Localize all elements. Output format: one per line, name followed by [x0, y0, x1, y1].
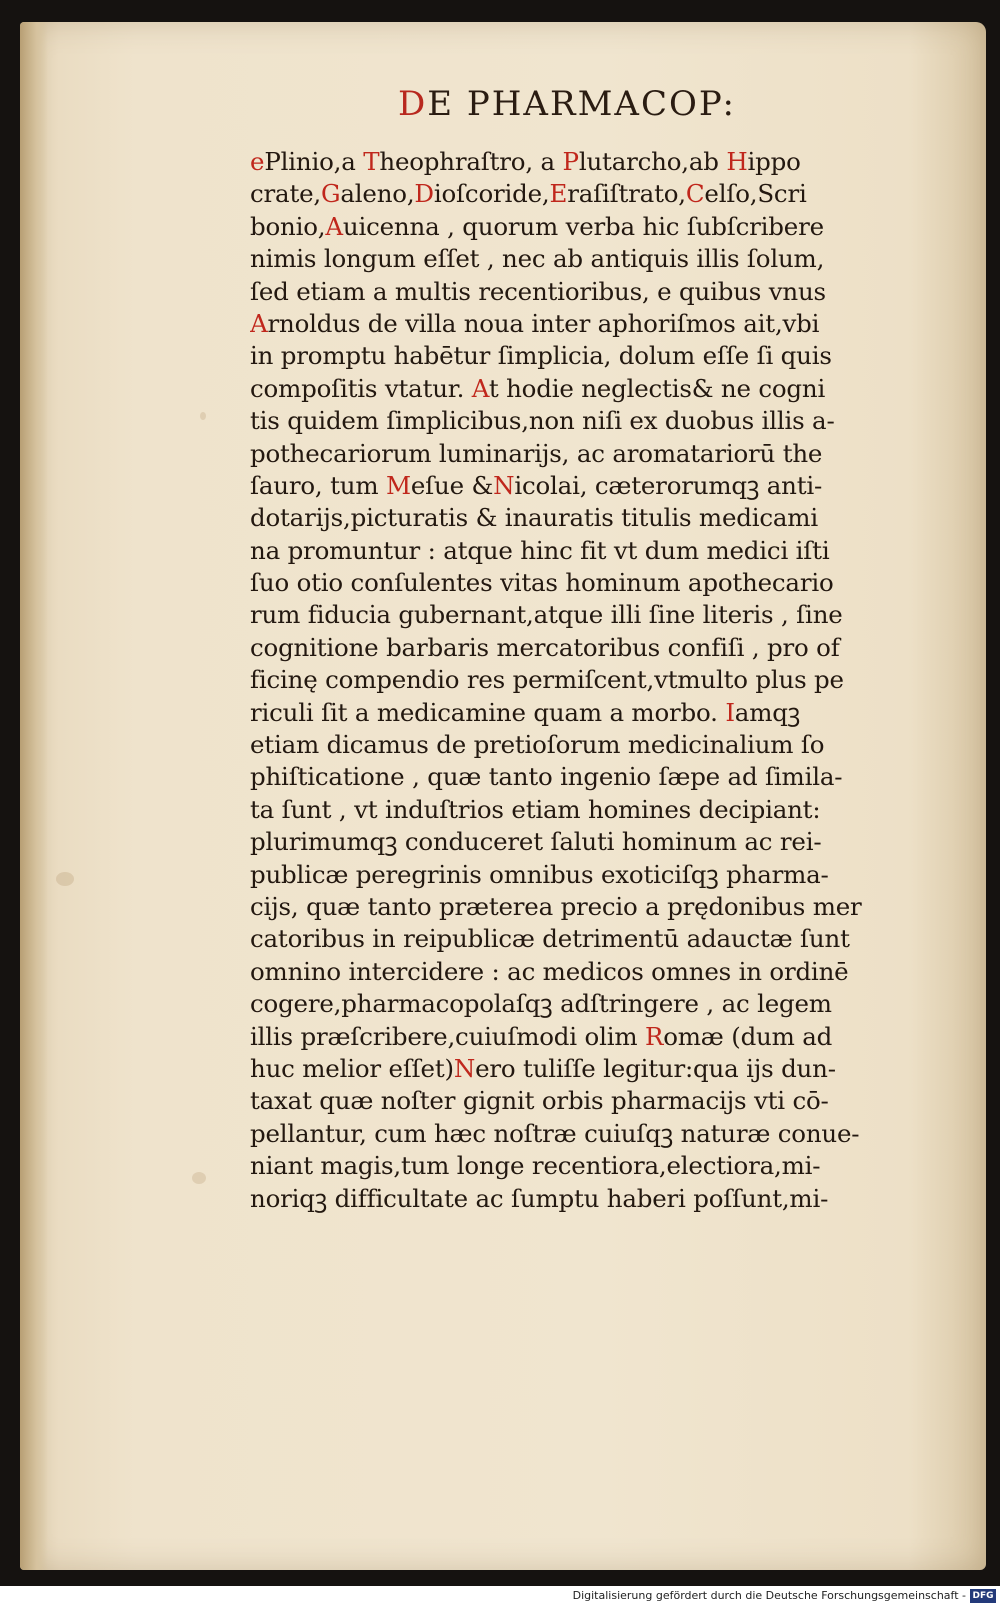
text-segment: na promuntur : atque hinc fit vt dum medici iſti [250, 535, 830, 565]
text-line [250, 1021, 936, 1053]
running-head-text: E PHARMACOP: [427, 84, 736, 124]
text-segment: catoribus in reipublicæ detrimentū adauctæ ſunt [250, 924, 850, 954]
text-line [250, 405, 936, 437]
text-segment: ſed etiam a multis recentioribus, e quibus vnus [250, 276, 826, 306]
text-line [250, 891, 936, 923]
text-segment: cijs, quæ tanto præterea precio a prędonibus mer [250, 891, 862, 921]
foxing-spot [192, 1172, 206, 1184]
rubricated-initial: E [549, 179, 568, 209]
text-line [250, 1085, 936, 1117]
text-line [250, 761, 936, 793]
text-line [250, 438, 936, 470]
text-segment: pellantur, cum hæc noſtræ cuiuſqꝫ naturæ conue- [250, 1118, 860, 1148]
page-edge [20, 22, 48, 1570]
text-segment: cogere,pharmacopolaſqꝫ adſtringere , ac legem [250, 989, 832, 1019]
text-segment: uicenna , quorum verba hic ſubſcribere [342, 211, 824, 241]
text-line [250, 373, 936, 405]
text-segment: ero tuliſſe legitur:qua ijs dun- [475, 1053, 836, 1083]
text-segment: lutarcho,ab [578, 147, 727, 176]
rubricated-initial: D [414, 179, 434, 209]
text-line [250, 988, 936, 1020]
rubricated-initial: G [320, 179, 341, 209]
text-segment: taxat quæ noſter gignit orbis pharmacijs vti cō- [250, 1086, 829, 1116]
text-segment: tis quidem ſimplicibus,non niſi ex duobus illis a- [250, 406, 835, 436]
text-line [250, 567, 936, 599]
text-segment: omnino intercidere : ac medicos omnes in ordinē [250, 956, 849, 986]
text-segment: rnoldus de villa noua inter aphoriſmos ait,vbi [267, 308, 820, 338]
text-line [250, 243, 936, 275]
text-segment: in promptu habētur ſimplicia, dolum eſſe ſi quis [250, 341, 832, 371]
footer-bar [0, 1586, 1000, 1607]
rubricated-initial: A [471, 373, 489, 403]
rubricated-initial: N [453, 1053, 476, 1083]
text-line [250, 956, 936, 988]
text-segment: pothecariorum luminarijs, ac aromatariorū the [250, 438, 823, 468]
text-segment: heophraſtro, a [379, 147, 563, 176]
text-line [250, 729, 936, 761]
rubricated-initial: I [725, 697, 735, 727]
text-segment: niant magis,tum longe recentiora,electiora,mi- [250, 1151, 821, 1181]
text-line [250, 1183, 936, 1215]
text-segment: plurimumqꝫ conduceret ſaluti hominum ac rei- [250, 827, 822, 857]
text-segment: huc melior eſſet) [250, 1053, 454, 1083]
text-line [250, 146, 936, 178]
text-line [250, 1118, 936, 1150]
text-segment: bonio, [250, 211, 326, 241]
text-segment: dotarijs,picturatis & inauratis titulis medicami [250, 503, 818, 533]
rubricated-initial: P [562, 147, 579, 176]
text-line [250, 697, 936, 729]
text-segment: ioſcoride, [433, 179, 550, 209]
body-text [250, 146, 936, 1215]
text-segment: compoſitis vtatur. [250, 373, 472, 403]
foxing-spot [200, 412, 206, 420]
text-line [250, 535, 936, 567]
text-segment: raſiſtrato, [567, 179, 686, 209]
running-head-initial: D [398, 84, 428, 124]
text-segment: omæ (dum ad [663, 1021, 833, 1051]
text-line [250, 470, 936, 502]
rubricated-initial: M [385, 470, 411, 500]
rubricated-initial: A [325, 211, 343, 241]
text-line [250, 664, 936, 696]
text-segment: ta ſunt , vt induſtrios etiam homines decipiant: [250, 794, 821, 824]
footer-credit: Digitalisierung gefördert durch die Deutsche Forschungsgemeinschaft - [572, 1589, 966, 1602]
text-line [250, 826, 936, 858]
text-segment: aleno, [340, 179, 415, 209]
dfg-logo: DFG [970, 1589, 996, 1603]
rubricated-initial: R [644, 1021, 664, 1051]
rubricated-initial: T [363, 147, 380, 176]
text-line [250, 632, 936, 664]
text-segment: cognitione barbaris mercatoribus confiſi , pro of [250, 632, 840, 662]
text-line [250, 599, 936, 631]
text-line [250, 211, 936, 243]
text-segment: amqꝫ [734, 697, 801, 727]
text-line [250, 276, 936, 308]
text-line [250, 340, 936, 372]
text-segment: illis præſcribere,cuiuſmodi olim [250, 1021, 645, 1051]
text-segment: publicæ peregrinis omnibus exoticiſqꝫ pharma- [250, 859, 829, 889]
text-segment: ſuo otio conſulentes vitas hominum apothecario [250, 568, 834, 598]
text-segment: crate, [250, 179, 321, 209]
text-segment: icolai, cæterorumqꝫ anti- [514, 470, 823, 500]
text-line [250, 1053, 936, 1085]
text-segment: elſo,Scri [704, 179, 807, 209]
rubricated-initial: H [726, 147, 748, 176]
text-segment: etiam dicamus de pretioſorum medicinalium ſo [250, 730, 825, 760]
rubricated-initial: A [250, 308, 268, 338]
text-segment: ippo [747, 147, 801, 176]
rubricated-initial: N [493, 470, 515, 500]
text-segment: ficinę compendio res permiſcent,vtmulto plus pe [250, 665, 844, 695]
foxing-spot [56, 872, 74, 886]
text-segment: eſue & [410, 470, 494, 500]
text-segment: nimis longum eſſet , nec ab antiquis illis ſolum, [250, 244, 825, 274]
text-line [250, 923, 936, 955]
text-segment: Plinio,a [264, 147, 364, 176]
text-segment: riculi ſit a medicamine quam a morbo. [250, 697, 726, 727]
text-segment: ſauro, tum [250, 470, 386, 500]
text-line [250, 859, 936, 891]
rubricated-initial: C [685, 179, 705, 209]
text-line [250, 502, 936, 534]
text-line [250, 178, 936, 210]
text-line [250, 308, 936, 340]
text-segment: rum fiducia gubernant,atque illi ſine literis , ſine [250, 600, 843, 630]
rubricated-initial: e [250, 147, 265, 176]
text-line [250, 1150, 936, 1182]
running-head [398, 84, 918, 124]
text-segment: t hodie neglectis& ne cogni [488, 373, 826, 403]
text-segment: noriqꝫ difficultate ac ſumptu haberi poſſunt,mi- [250, 1183, 829, 1213]
text-line [250, 794, 936, 826]
text-segment: phiſticatione , quæ tanto ingenio ſæpe ad ſimila- [250, 762, 843, 792]
